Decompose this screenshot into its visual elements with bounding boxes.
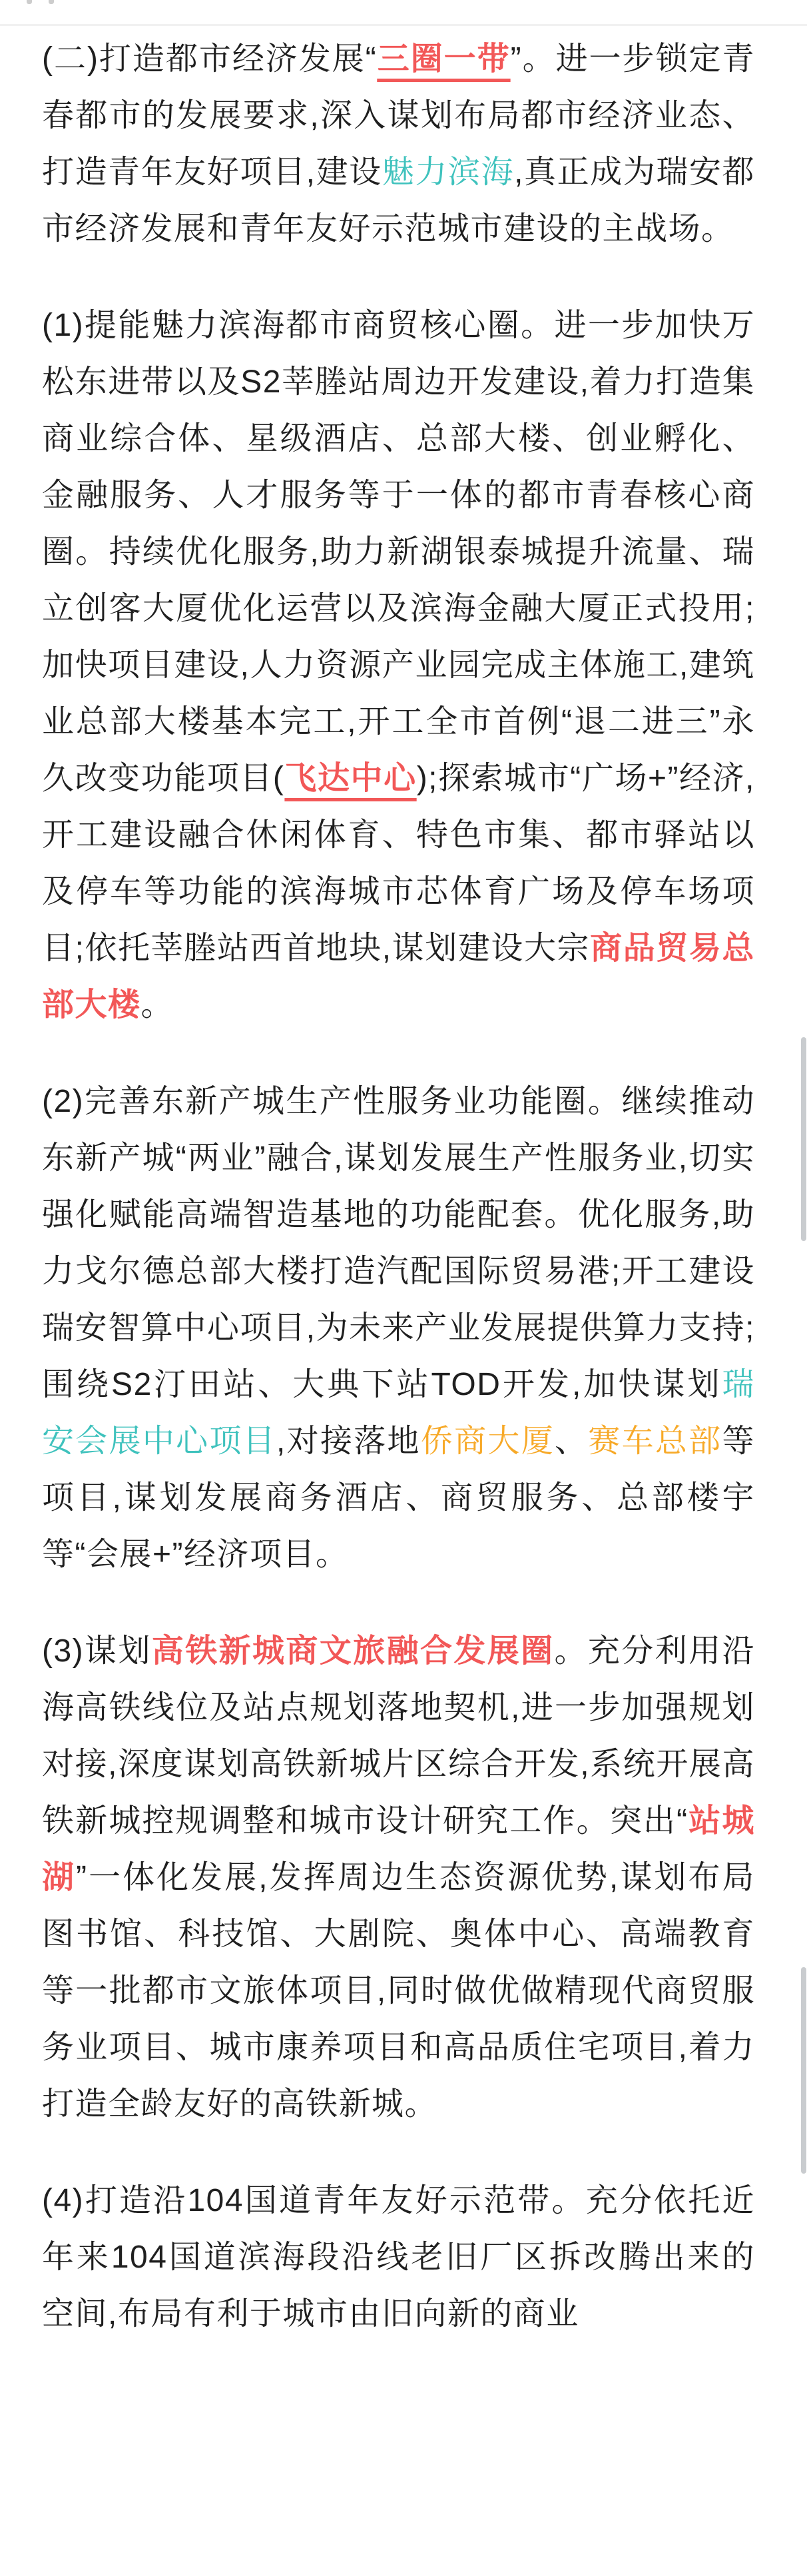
scrollbar-thumb[interactable] [801, 1967, 806, 2174]
highlight-teal-term[interactable]: 瑞安会展中心项目 [42, 1367, 755, 1459]
text-segment: (4)打造沿104国道青年友好示范带。充分依托近年来104国道滨海段沿线老旧厂区拆改腾出来的空间,布局有利于城市由旧向新的商业 [42, 2183, 755, 2332]
text-segment: 等项目,谋划发展商务酒店、商贸服务、总部楼宇等“会展+”经济项目。 [42, 1424, 755, 1572]
text-segment: 、 [555, 1424, 589, 1459]
status-bar-fragment [49, 0, 54, 4]
paragraph [42, 31, 755, 257]
text-segment: (3)谋划 [42, 1633, 152, 1669]
text-segment: ”一体化发展,发挥周边生态资源优势,谋划布局图书馆、科技馆、大剧院、奥体中心、高端教育等一批都市文旅体项目,同时做优做精现代商贸服务业项目、城市康养项目和高品质住宅项目,着力打造全龄友好的高铁新城。 [42, 1860, 755, 2122]
text-segment: (二)打造都市经济发展“ [42, 41, 378, 77]
highlight-red-term[interactable]: 站城湖 [42, 1803, 755, 1895]
paragraph [42, 1623, 755, 2132]
highlight-red-term[interactable]: 商品贸易总部大楼 [42, 931, 755, 1023]
highlight-red-underlined-term[interactable]: 飞达中心 [284, 761, 417, 796]
highlight-orange-term[interactable]: 赛车总部 [588, 1424, 722, 1459]
text-segment: ”。进一步锁定青春都市的发展要求,深入谋划布局都市经济业态、打造青年友好项目,建设 [42, 41, 755, 190]
text-segment: );探索城市“广场+”经济,开工建设融合休闲体育、特色市集、都市驿站以及停车等功能的滨海城市芯体育广场及停车场项目;依托莘塍站西首地块,谋划建设大宗 [42, 761, 755, 966]
text-segment: ,真正成为瑞安都市经济发展和青年友好示范城市建设的主战场。 [42, 155, 755, 246]
paragraph [42, 1073, 755, 1583]
highlight-teal-term[interactable]: 魅力滨海 [382, 155, 515, 190]
highlight-red-underlined-term[interactable]: 三圈一带 [377, 41, 511, 77]
text-segment: ,对接落地 [276, 1424, 421, 1459]
top-divider [0, 24, 807, 26]
paragraph [42, 297, 755, 1033]
scrollbar-thumb[interactable] [801, 1037, 806, 1241]
paragraph [42, 2172, 755, 2342]
text-segment: (2)完善东新产城生产性服务业功能圈。继续推动东新产城“两业”融合,谋划发展生产性服务业,切实强化赋能高端智造基地的功能配套。优化服务,助力戈尔德总部大楼打造汽配国际贸易港;开工建设瑞安智算中心项目,为未来产业发展提供算力支持;围绕S2汀田站、大典下站TOD开发,加快谋划 [42, 1084, 755, 1402]
status-bar-fragment [27, 0, 32, 4]
text-segment: 。 [140, 987, 174, 1023]
text-segment: (1)提能魅力滨海都市商贸核心圈。进一步加快万松东进带以及S2莘塍站周边开发建设,着力打造集商业综合体、星级酒店、总部大楼、创业孵化、金融服务、人才服务等于一体的都市青春核心商圈。持续优化服务,助力新湖银泰城提升流量、瑞立创客大厦优化运营以及滨海金融大厦正式投用;加快项目建设,人力资源产业园完成主体施工,建筑业总部大楼基本完工,开工全市首例“退二进三”永久改变功能项目( [42, 308, 755, 796]
highlight-red-term[interactable]: 高铁新城商文旅融合发展圈 [151, 1633, 555, 1669]
text-segment: 。充分利用沿海高铁线位及站点规划落地契机,进一步加强规划对接,深度谋划高铁新城片区综合开发,系统开展高铁新城控规调整和城市设计研究工作。突出“ [42, 1633, 755, 1839]
highlight-orange-term[interactable]: 侨商大厦 [420, 1424, 555, 1459]
article-body [42, 31, 755, 2382]
